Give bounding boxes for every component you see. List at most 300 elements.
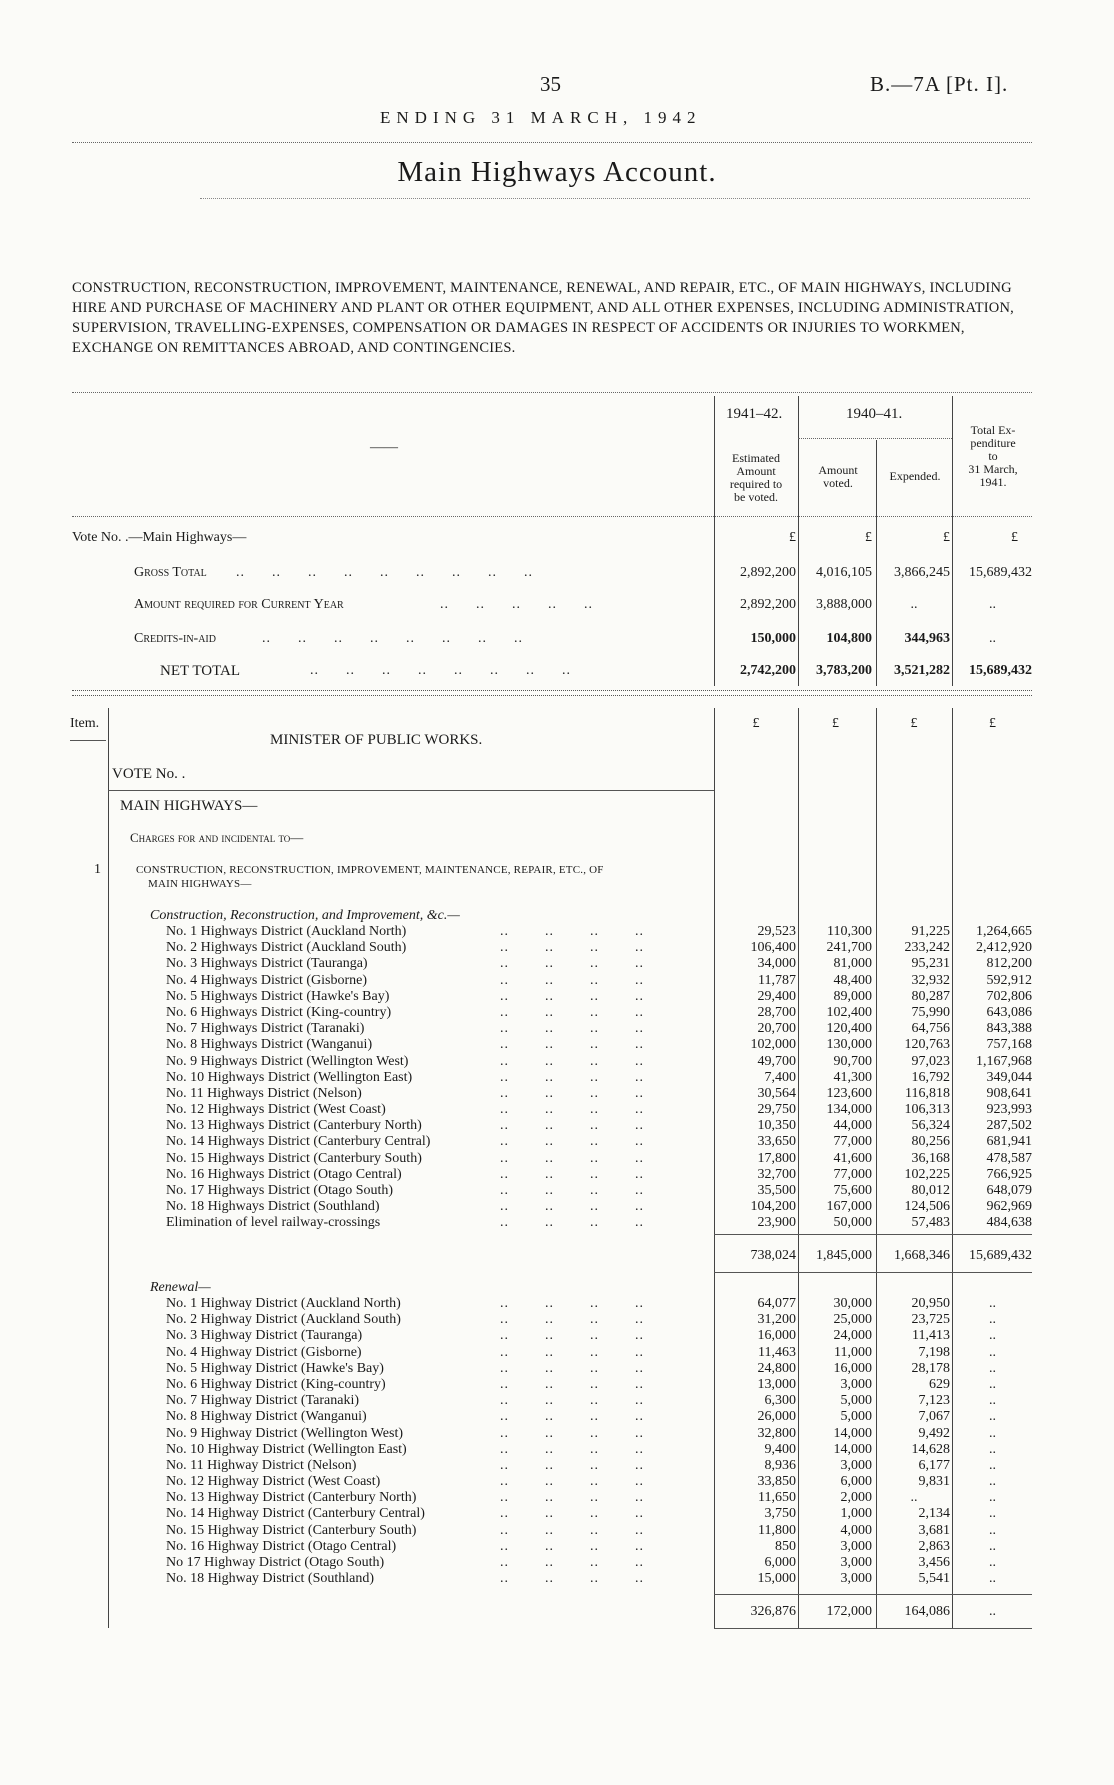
district-label: No. 13 Highway District (Canterbury North) xyxy=(166,1490,417,1506)
value-estimated: 13,000 xyxy=(757,1376,796,1392)
intro-paragraph: CONSTRUCTION, RECONSTRUCTION, IMPROVEMENT, MAINTENANCE, RENEWAL, AND REPAIR, ETC., OF MAIN HIGHWAYS, INCLUDING HIRE AND PURCHASE OF MACHINERY AND PLANT OR OTHER EQUIPMENT, AND ALL OTHER EXPENSES, INCLUDING ADMINISTRATION, SUPERVISION, TRAVELLING-EXPENSES, COMPENSATION OR DAMAGES IN RESPECT OF ACCIDENTS OR INJURIES TO WORKMEN, EXCHANGE ON REMITTANCES ABROAD, AND CONTINGENCIES. xyxy=(72,280,1014,356)
leader-dots: .. .. .. .. xyxy=(500,1134,644,1150)
vote-label: Vote No. .—Main Highways— xyxy=(72,530,247,545)
district-label: No. 7 Highways District (Taranaki) xyxy=(166,1021,365,1037)
value-expended: 3,866,245 xyxy=(894,565,950,580)
amount-voted-header xyxy=(800,464,876,490)
list-item xyxy=(0,956,1114,972)
value-voted: 1,000 xyxy=(840,1506,872,1522)
value-voted: 172,000 xyxy=(826,1604,872,1619)
leader-dots: .. .. .. .. xyxy=(500,1150,644,1166)
district-label: No. 13 Highways District (Canterbury North) xyxy=(166,1118,422,1134)
currency-symbol: £ xyxy=(832,716,839,731)
leader-dots: .. .. .. .. xyxy=(500,1053,644,1069)
value-expended: 11,413 xyxy=(912,1328,950,1344)
list-item xyxy=(0,1167,1114,1183)
district-label: No 17 Highway District (Otago South) xyxy=(166,1555,385,1570)
value-voted: 75,600 xyxy=(833,1183,872,1198)
value-voted: 3,000 xyxy=(840,1457,872,1473)
district-label: No. 18 Highway District (Southland) xyxy=(166,1571,375,1587)
value-voted: 130,000 xyxy=(826,1037,872,1053)
amount-voted-line: voted. xyxy=(823,476,853,490)
value-voted: 6,000 xyxy=(840,1474,872,1490)
value-total: .. xyxy=(989,1425,996,1441)
value-expended: 80,256 xyxy=(911,1134,950,1150)
leader-dots: .. .. .. .. xyxy=(500,1457,644,1473)
value-total: 15,689,432 xyxy=(969,565,1032,580)
value-estimated: 850 xyxy=(775,1538,796,1554)
total-exp-line: 31 March, xyxy=(968,462,1018,476)
value-estimated: 16,000 xyxy=(757,1328,796,1344)
leader-dots: .. .. .. .. .. .. .. .. xyxy=(310,663,571,678)
leader-dots: .. .. .. .. xyxy=(500,1215,644,1231)
district-label: No. 18 Highways District (Southland) xyxy=(166,1199,380,1215)
list-item xyxy=(0,1490,1114,1506)
value-expended: 64,756 xyxy=(911,1021,950,1037)
currency-symbol: £ xyxy=(910,716,918,731)
ending-heading: ENDING 31 MARCH, 1942 xyxy=(380,108,702,127)
leader-dots: .. .. .. .. xyxy=(500,1102,644,1118)
value-estimated: 33,850 xyxy=(757,1474,796,1490)
leader-dots: .. .. .. .. xyxy=(500,1376,644,1392)
list-item xyxy=(0,1021,1114,1037)
value-estimated: 8,936 xyxy=(764,1457,796,1473)
list-item xyxy=(0,1361,1114,1377)
value-voted: 50,000 xyxy=(833,1215,872,1231)
value-total: .. xyxy=(989,1328,996,1344)
value-expended: 7,198 xyxy=(918,1344,950,1360)
value-total: .. xyxy=(989,1441,996,1457)
value-total: 592,912 xyxy=(986,972,1032,988)
value-estimated: 11,650 xyxy=(758,1490,796,1506)
value-estimated: 11,787 xyxy=(758,972,796,988)
value-expended: 120,763 xyxy=(904,1037,950,1053)
value-expended: .. xyxy=(910,1490,918,1506)
value-voted: 241,700 xyxy=(826,940,872,956)
estimated-line: Estimated xyxy=(732,451,780,465)
divider xyxy=(72,695,1032,696)
value-expended: 20,950 xyxy=(911,1296,950,1311)
value-estimated: 326,876 xyxy=(750,1604,796,1619)
estimated-header xyxy=(716,452,796,504)
value-total: .. xyxy=(989,1555,996,1570)
district-label: No. 12 Highways District (West Coast) xyxy=(166,1102,386,1118)
header-dash: —— xyxy=(370,440,398,455)
leader-dots: .. .. .. .. xyxy=(500,1183,644,1198)
district-label: No. 9 Highway District (Wellington West) xyxy=(166,1425,404,1441)
district-label: No. 2 Highways District (Auckland South) xyxy=(166,940,407,956)
leader-dots: .. .. .. .. xyxy=(500,1393,644,1409)
value-expended: 344,963 xyxy=(904,631,950,646)
value-voted: 89,000 xyxy=(833,988,872,1004)
value-total: 702,806 xyxy=(986,988,1032,1004)
leader-dots: .. .. .. .. xyxy=(500,972,644,988)
list-item xyxy=(0,1345,1114,1361)
estimated-line: be voted. xyxy=(734,490,778,504)
district-label: Elimination of level railway-crossings xyxy=(166,1215,381,1231)
divider xyxy=(70,740,106,741)
currency-symbol: £ xyxy=(752,716,760,731)
value-expended: 164,086 xyxy=(904,1604,950,1619)
value-estimated: 24,800 xyxy=(757,1360,796,1376)
value-total: 287,502 xyxy=(986,1118,1032,1134)
value-estimated: 738,024 xyxy=(750,1248,796,1263)
leader-dots: .. .. .. .. xyxy=(500,1344,644,1360)
district-label: No. 15 Highway District (Canterbury South) xyxy=(166,1522,417,1538)
district-label: No. 9 Highways District (Wellington West) xyxy=(166,1053,409,1069)
value-total: 923,993 xyxy=(986,1102,1032,1118)
value-total: 643,086 xyxy=(986,1004,1032,1020)
total-exp-line: 1941. xyxy=(979,475,1007,489)
value-estimated: 20,700 xyxy=(757,1021,796,1037)
district-label: No. 17 Highways District (Otago South) xyxy=(166,1183,394,1198)
expended-header: Expended. xyxy=(889,469,941,483)
value-total: .. xyxy=(989,1490,996,1506)
list-item xyxy=(0,1539,1114,1555)
district-label: No. 12 Highway District (West Coast) xyxy=(166,1474,381,1490)
value-expended: 233,242 xyxy=(904,940,950,956)
value-expended: 7,123 xyxy=(918,1393,950,1409)
value-voted: 3,888,000 xyxy=(816,597,872,612)
list-item xyxy=(0,1523,1114,1539)
value-estimated: 32,800 xyxy=(757,1425,796,1441)
leader-dots: .. .. .. .. xyxy=(500,1360,644,1376)
value-expended: 95,231 xyxy=(911,956,950,972)
list-item xyxy=(0,1474,1114,1490)
value-total: .. xyxy=(989,1409,996,1425)
value-total: .. xyxy=(989,1538,996,1554)
value-voted: 3,783,200 xyxy=(816,663,872,678)
list-item xyxy=(0,1393,1114,1409)
list-item xyxy=(0,1426,1114,1442)
summary-label: NET TOTAL xyxy=(160,663,241,679)
value-estimated: 6,000 xyxy=(764,1555,796,1570)
minister-heading: MINISTER OF PUBLIC WORKS. xyxy=(270,732,483,748)
value-total: .. xyxy=(989,1344,996,1360)
main-highways-label: MAIN HIGHWAYS— xyxy=(120,798,258,814)
value-total: .. xyxy=(989,597,996,612)
leader-dots: .. .. .. .. xyxy=(500,1522,644,1538)
leader-dots: .. .. .. .. xyxy=(500,1199,644,1215)
leader-dots: .. .. .. .. xyxy=(500,1004,644,1020)
leader-dots: .. .. .. .. xyxy=(500,1441,644,1457)
value-total: 843,388 xyxy=(986,1021,1032,1037)
district-label: No. 5 Highways District (Hawke's Bay) xyxy=(166,988,390,1004)
value-voted: 11,000 xyxy=(834,1344,872,1360)
district-label: No. 8 Highways District (Wanganui) xyxy=(166,1037,373,1053)
total-rule xyxy=(714,1628,1032,1629)
leader-dots: .. .. .. .. xyxy=(500,924,644,939)
value-estimated: 2,892,200 xyxy=(740,565,796,580)
value-voted: 3,000 xyxy=(840,1376,872,1392)
value-total: 484,638 xyxy=(986,1215,1032,1231)
list-item xyxy=(0,1409,1114,1425)
value-estimated: 10,350 xyxy=(757,1118,796,1134)
list-item xyxy=(0,973,1114,989)
value-estimated: 104,200 xyxy=(750,1199,796,1215)
list-item xyxy=(0,1215,1114,1231)
value-total: 1,264,665 xyxy=(976,924,1032,939)
value-voted: 41,600 xyxy=(833,1150,872,1166)
value-estimated: 29,400 xyxy=(757,988,796,1004)
value-estimated: 17,800 xyxy=(757,1150,796,1166)
leader-dots: .. .. .. .. xyxy=(500,1409,644,1425)
value-expended: 80,012 xyxy=(911,1183,950,1198)
list-item xyxy=(0,1183,1114,1199)
value-voted: 3,000 xyxy=(840,1555,872,1570)
list-item xyxy=(0,1442,1114,1458)
value-expended: 32,932 xyxy=(911,972,950,988)
value-total: 648,079 xyxy=(986,1183,1032,1198)
value-total: 681,941 xyxy=(986,1134,1032,1150)
value-voted: 3,000 xyxy=(840,1538,872,1554)
list-item xyxy=(0,1555,1114,1571)
value-estimated: 28,700 xyxy=(757,1004,796,1020)
list-item xyxy=(0,1506,1114,1522)
district-label: No. 11 Highways District (Nelson) xyxy=(166,1085,362,1101)
leader-dots: .. .. .. .. .. .. .. .. .. xyxy=(236,565,533,580)
value-expended: 3,456 xyxy=(918,1555,950,1570)
divider xyxy=(72,516,1032,517)
divider xyxy=(72,392,1032,393)
leader-dots: .. .. .. .. xyxy=(500,1571,644,1587)
leader-dots: .. .. .. .. xyxy=(500,1085,644,1101)
value-total: 2,412,920 xyxy=(976,940,1032,956)
value-total: .. xyxy=(989,1604,996,1619)
value-voted: 30,000 xyxy=(833,1296,872,1311)
total-rule xyxy=(714,1594,1032,1595)
list-item xyxy=(0,1571,1114,1587)
district-label: No. 1 Highway District (Auckland North) xyxy=(166,1296,401,1311)
leader-dots: .. .. .. .. .. .. .. .. xyxy=(262,631,523,646)
currency-symbol: £ xyxy=(789,530,796,545)
value-estimated: 7,400 xyxy=(764,1069,796,1085)
district-label: No. 3 Highways District (Tauranga) xyxy=(166,956,368,972)
value-expended: 57,483 xyxy=(911,1215,950,1231)
value-voted: 16,000 xyxy=(833,1360,872,1376)
value-voted: 77,000 xyxy=(833,1134,872,1150)
list-item xyxy=(0,1070,1114,1086)
total-exp-line: penditure xyxy=(970,436,1016,450)
value-voted: 2,000 xyxy=(840,1490,872,1506)
value-voted: 25,000 xyxy=(833,1312,872,1328)
value-estimated: 33,650 xyxy=(757,1134,796,1150)
charges-label: Charges for and incidental to— xyxy=(130,830,304,845)
list-item xyxy=(0,940,1114,956)
value-voted: 4,016,105 xyxy=(816,565,872,580)
leader-dots: .. .. .. .. xyxy=(500,1506,644,1522)
construction-heading: Construction, Reconstruction, and Improvement, &c.— xyxy=(150,908,460,923)
leader-dots: .. .. .. .. xyxy=(500,1037,644,1053)
list-item xyxy=(0,1037,1114,1053)
summary-label: Gross Total xyxy=(134,565,207,580)
value-total: .. xyxy=(989,1393,996,1409)
value-voted: 104,800 xyxy=(826,631,872,646)
list-item xyxy=(0,1377,1114,1393)
list-item xyxy=(0,989,1114,1005)
leader-dots: .. .. .. .. xyxy=(500,940,644,956)
value-expended: 1,668,346 xyxy=(894,1248,950,1263)
value-total: .. xyxy=(989,1376,996,1392)
leader-dots: .. .. .. .. xyxy=(500,1069,644,1085)
value-expended: 23,725 xyxy=(911,1312,950,1328)
value-expended: 102,225 xyxy=(904,1166,950,1182)
district-label: No. 15 Highways District (Canterbury South) xyxy=(166,1150,422,1166)
district-label: No. 4 Highways District (Gisborne) xyxy=(166,972,368,988)
district-label: No. 6 Highways District (King-country) xyxy=(166,1004,392,1020)
leader-dots: .. .. .. .. xyxy=(500,1490,644,1506)
value-total: .. xyxy=(989,1296,996,1311)
total-rule xyxy=(714,1272,1032,1273)
item-number: 1 xyxy=(94,862,101,877)
value-estimated: 6,300 xyxy=(764,1393,796,1409)
divider xyxy=(108,790,714,791)
value-estimated: 9,400 xyxy=(764,1441,796,1457)
district-label: No. 16 Highways District (Otago Central) xyxy=(166,1166,402,1182)
value-estimated: 35,500 xyxy=(757,1183,796,1198)
construction-list xyxy=(0,924,1114,1232)
value-expended: 106,313 xyxy=(904,1102,950,1118)
summary-label: Amount required for Current Year xyxy=(134,597,344,612)
value-expended: 91,225 xyxy=(911,924,950,939)
value-expended: 7,067 xyxy=(918,1409,950,1425)
value-voted: 5,000 xyxy=(840,1393,872,1409)
value-total: .. xyxy=(989,1360,996,1376)
value-voted: 48,400 xyxy=(833,972,872,988)
renewal-heading: Renewal— xyxy=(150,1280,211,1295)
value-total: .. xyxy=(989,1474,996,1490)
value-estimated: 11,800 xyxy=(758,1522,796,1538)
value-expended: 80,287 xyxy=(911,988,950,1004)
renewal-list xyxy=(0,1296,1114,1587)
district-label: No. 4 Highway District (Gisborne) xyxy=(166,1344,362,1360)
list-item xyxy=(0,1086,1114,1102)
value-expended: 3,681 xyxy=(918,1522,950,1538)
list-item xyxy=(0,1102,1114,1118)
value-estimated: 64,077 xyxy=(757,1296,796,1311)
value-estimated: 29,750 xyxy=(757,1102,796,1118)
value-voted: 77,000 xyxy=(833,1166,872,1182)
value-estimated: 31,200 xyxy=(757,1312,796,1328)
value-expended: 28,178 xyxy=(911,1360,950,1376)
district-label: No. 2 Highway District (Auckland South) xyxy=(166,1312,401,1328)
divider xyxy=(798,438,952,439)
value-estimated: 49,700 xyxy=(757,1053,796,1069)
value-total: 962,969 xyxy=(986,1199,1032,1215)
leader-dots: .. .. .. .. xyxy=(500,1538,644,1554)
district-label: No. 11 Highway District (Nelson) xyxy=(166,1457,357,1473)
list-item xyxy=(0,1118,1114,1134)
summary-label: Credits-in-aid xyxy=(134,631,216,646)
leader-dots: .. .. .. .. xyxy=(500,1021,644,1037)
currency-symbol: £ xyxy=(1011,530,1018,545)
district-label: No. 14 Highways District (Canterbury Central) xyxy=(166,1134,431,1150)
value-estimated: 150,000 xyxy=(750,631,796,646)
value-voted: 134,000 xyxy=(826,1102,872,1118)
leader-dots: .. .. .. .. xyxy=(500,956,644,972)
district-label: No. 1 Highways District (Auckland North) xyxy=(166,924,407,939)
value-total: 757,168 xyxy=(986,1037,1032,1053)
currency-symbol: £ xyxy=(989,716,996,731)
district-label: No. 16 Highway District (Otago Central) xyxy=(166,1538,397,1554)
leader-dots: .. .. .. .. xyxy=(500,1425,644,1441)
list-item xyxy=(0,1151,1114,1167)
total-exp-line: to xyxy=(988,449,998,463)
value-voted: 123,600 xyxy=(826,1085,872,1101)
list-item xyxy=(0,1328,1114,1344)
value-voted: 14,000 xyxy=(833,1441,872,1457)
value-total: 349,044 xyxy=(986,1069,1032,1085)
value-estimated: 3,750 xyxy=(764,1506,796,1522)
year-1940-header: 1940–41. xyxy=(846,406,903,422)
value-expended: 14,628 xyxy=(911,1441,950,1457)
value-expended: 36,168 xyxy=(911,1150,950,1166)
value-total: 1,167,968 xyxy=(976,1053,1032,1069)
value-total: .. xyxy=(989,631,996,646)
leader-dots: .. .. .. .. xyxy=(500,1312,644,1328)
district-label: No. 10 Highways District (Wellington East) xyxy=(166,1069,413,1085)
value-expended: 9,831 xyxy=(918,1474,950,1490)
district-label: No. 6 Highway District (King-country) xyxy=(166,1376,386,1392)
district-label: No. 14 Highway District (Canterbury Central) xyxy=(166,1506,425,1522)
value-total: .. xyxy=(989,1522,996,1538)
value-total: .. xyxy=(989,1571,996,1587)
value-estimated: 15,000 xyxy=(757,1571,796,1587)
page-number: 35 xyxy=(540,72,561,96)
account-title: Main Highways Account. xyxy=(397,156,717,188)
district-label: No. 3 Highway District (Tauranga) xyxy=(166,1328,363,1344)
value-expended: 116,818 xyxy=(905,1085,950,1101)
value-total: 812,200 xyxy=(986,956,1032,972)
value-estimated: 32,700 xyxy=(757,1166,796,1182)
currency-symbol: £ xyxy=(943,530,950,545)
item-description: MAIN HIGHWAYS— xyxy=(148,878,252,890)
leader-dots: .. .. .. .. xyxy=(500,1474,644,1490)
value-expended: 6,177 xyxy=(918,1457,950,1473)
value-expended: 629 xyxy=(929,1376,950,1392)
list-item xyxy=(0,1296,1114,1312)
leader-dots: .. .. .. .. xyxy=(500,1166,644,1182)
currency-symbol: £ xyxy=(865,530,872,545)
value-estimated: 26,000 xyxy=(757,1409,796,1425)
item-column-label: Item. xyxy=(70,716,100,731)
district-label: No. 10 Highway District (Wellington East) xyxy=(166,1441,407,1457)
amount-voted-line: Amount xyxy=(818,463,858,477)
list-item xyxy=(0,924,1114,940)
value-expended: 2,134 xyxy=(918,1506,950,1522)
list-item xyxy=(0,1458,1114,1474)
value-total: .. xyxy=(989,1457,996,1473)
value-expended: 124,506 xyxy=(904,1199,950,1215)
value-voted: 81,000 xyxy=(833,956,872,972)
total-rule xyxy=(714,1234,1032,1235)
value-estimated: 29,523 xyxy=(757,924,796,939)
leader-dots: .. .. .. .. xyxy=(500,1555,644,1570)
estimated-line: Amount xyxy=(736,464,776,478)
list-item xyxy=(0,1054,1114,1070)
value-total: .. xyxy=(989,1506,996,1522)
district-label: No. 7 Highway District (Taranaki) xyxy=(166,1393,360,1409)
vote-no-label: VOTE No. . xyxy=(112,766,186,782)
district-label: No. 8 Highway District (Wanganui) xyxy=(166,1409,367,1425)
value-estimated: 2,742,200 xyxy=(740,663,796,678)
value-expended: 97,023 xyxy=(911,1053,950,1069)
value-total: .. xyxy=(989,1312,996,1328)
list-item xyxy=(0,1199,1114,1215)
value-voted: 120,400 xyxy=(826,1021,872,1037)
year-1941-header: 1941–42. xyxy=(726,406,783,422)
value-voted: 167,000 xyxy=(826,1199,872,1215)
